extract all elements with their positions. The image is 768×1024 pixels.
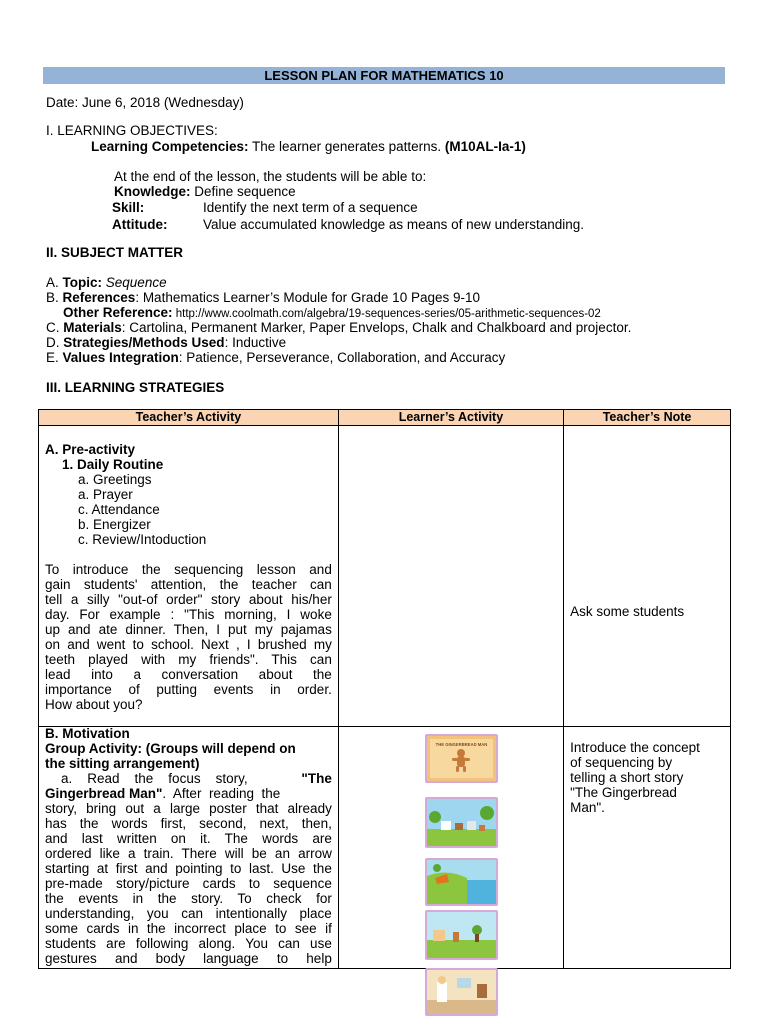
table-header-row <box>39 410 731 426</box>
values-prefix: E. <box>46 350 63 365</box>
gingerbread-title-image <box>427 736 496 781</box>
strategies-value: : Inductive <box>224 335 287 350</box>
fox-river-image <box>427 860 496 904</box>
topic-prefix: A. <box>46 275 63 290</box>
intro-paragraph-line: tell a silly "out-of order" story about his/her <box>45 592 332 607</box>
learning-competencies <box>91 139 526 154</box>
materials-label: Materials <box>63 320 122 335</box>
motivation-paragraph-line: students are following along. You can use <box>45 936 332 951</box>
ref-value: : Mathematics Learner’s Module for Grade 10 Pages 9-10 <box>135 290 480 305</box>
objective-skill <box>112 200 144 215</box>
strategies-prefix: D. <box>46 335 64 350</box>
routine-item: c. Review/Intoduction <box>78 532 207 547</box>
strategies-label: Strategies/Methods Used <box>63 335 225 350</box>
skill-label: Skill: <box>112 200 145 215</box>
intro-paragraph-line: importance of putting events in order. <box>45 682 332 697</box>
routine-item: c. Attendance <box>78 502 160 517</box>
learning-strategies-table <box>38 409 731 969</box>
group-activity-line2: the sitting arrangement) <box>45 756 200 771</box>
objectives-intro: At the end of the lesson, the students will be able to: <box>114 169 427 184</box>
knowledge-text: Define sequence <box>194 184 296 199</box>
pre-activity-heading: A. Pre-activity <box>45 442 136 457</box>
intro-paragraph-line: up and ate dinner. Then, I put my pajamas <box>45 622 332 637</box>
pre-activity-learner-cell <box>338 426 563 727</box>
table-row <box>39 727 731 969</box>
motivation-paragraph-line: ordered like a train. There will be an arrow <box>45 846 332 861</box>
village-scene-image <box>427 912 496 958</box>
materials-value: : Cartolina, Permanent Marker, Paper Envelops, Chalk and Chalkboard and projector. <box>121 320 632 335</box>
ref-label: References <box>62 290 136 305</box>
focus-story-rest: . After reading the <box>162 786 281 801</box>
story-card-chase <box>425 797 498 848</box>
routine-item: a. Prayer <box>78 487 133 502</box>
subject-topic <box>46 275 167 290</box>
competency-code: (M10AL-Ia-1) <box>444 139 526 154</box>
bakery-scene-image <box>427 970 496 1014</box>
motivation-note-line: "The Gingerbread <box>570 785 677 800</box>
knowledge-label: Knowledge: <box>114 184 191 199</box>
col-teachers-activity: Teacher’s Activity <box>39 410 339 426</box>
learning-strategies-heading: III. LEARNING STRATEGIES <box>46 380 225 395</box>
table-row <box>39 426 731 727</box>
objective-knowledge <box>114 184 296 199</box>
story-card-bakery <box>425 968 498 1016</box>
motivation-note-line: of sequencing by <box>570 755 673 770</box>
subject-values <box>46 350 505 365</box>
motivation-paragraph-line: story, bring out a large poster that already <box>45 801 332 816</box>
routine-item: b. Energizer <box>78 517 151 532</box>
attitude-text: Value accumulated knowledge as means of new understanding. <box>203 217 584 232</box>
motivation-note-cell <box>564 727 731 969</box>
intro-paragraph-line: teeth played with my friends". This can <box>45 652 332 667</box>
subject-references <box>46 290 480 305</box>
story-card-fox <box>425 858 498 906</box>
story-card-village <box>425 910 498 960</box>
competency-label: Learning Competencies: <box>91 139 249 154</box>
materials-prefix: C. <box>46 320 64 335</box>
topic-value: Sequence <box>105 275 167 290</box>
subject-strategies <box>46 335 286 350</box>
daily-routine-heading: 1. Daily Routine <box>62 457 164 472</box>
motivation-paragraph-line: has the words first, second, next, then, <box>45 816 332 831</box>
motivation-cell <box>39 727 339 969</box>
focus-story-title-part: "The <box>301 771 332 786</box>
subject-materials <box>46 320 631 335</box>
intro-paragraph-last: How about you? <box>45 697 143 712</box>
values-value: : Patience, Perseverance, Collaboration, and Accuracy <box>178 350 506 365</box>
other-ref-label: Other Reference: <box>63 305 173 320</box>
focus-story-title: Gingerbread Man" <box>45 786 163 801</box>
subject-matter-heading: II. SUBJECT MATTER <box>46 245 184 260</box>
other-ref-url: http://www.coolmath.com/algebra/19-sequences-series/05-arithmetic-sequences-02 <box>172 308 601 320</box>
motivation-paragraph-line: and last written on it. The words are <box>45 831 332 846</box>
pre-activity-note-cell <box>564 426 731 727</box>
motivation-note-line: telling a short story <box>570 770 684 785</box>
pre-activity-cell <box>39 426 339 727</box>
motivation-paragraph-line: gestures and body language to help <box>45 951 332 966</box>
lesson-date: Date: June 6, 2018 (Wednesday) <box>46 95 244 110</box>
competency-text: The learner generates patterns. <box>248 139 445 154</box>
objectives-heading-text: I. LEARNING OBJECTIVES <box>46 123 215 138</box>
intro-paragraph-line: To introduce the sequencing lesson and <box>45 562 332 577</box>
subject-other-reference <box>63 305 601 320</box>
values-label: Values Integration <box>62 350 179 365</box>
skill-text: Identify the next term of a sequence <box>203 200 418 215</box>
objectives-heading <box>46 123 218 138</box>
motivation-paragraph-line: some cards in the incorrect place to see if <box>45 921 332 936</box>
intro-paragraph-line: lead into a conversation about the <box>45 667 332 682</box>
pre-activity-note: Ask some students <box>570 604 685 619</box>
objectives-heading-colon: : <box>214 123 218 138</box>
motivation-paragraph-line: understanding, you can intentionally place <box>45 906 332 921</box>
focus-story-line <box>45 771 332 786</box>
motivation-heading: B. Motivation <box>45 726 130 741</box>
topic-label: Topic: <box>62 275 103 290</box>
focus-story-line2 <box>45 786 332 801</box>
intro-paragraph-line: on and went to school. Next , I brushed my <box>45 637 332 652</box>
intro-paragraph-line: gain students' attention, the teacher can <box>45 577 332 592</box>
focus-story-lead: a. Read the focus story, <box>61 771 248 786</box>
group-activity-line1: Group Activity: (Groups will depend on <box>45 741 296 756</box>
motivation-note-line: Introduce the concept <box>570 740 700 755</box>
story-card-title <box>425 734 498 783</box>
motivation-paragraph-line: the events in the story. To check for <box>45 891 332 906</box>
attitude-label: Attitude: <box>112 217 168 232</box>
chase-scene-image <box>427 799 496 846</box>
motivation-paragraph-line: starting at first and pointing to last. Use the <box>45 861 332 876</box>
motivation-note-line: Man". <box>570 800 605 815</box>
motivation-paragraph-line: pre-made story/picture cards to sequence <box>45 876 332 891</box>
ref-prefix: B. <box>46 290 63 305</box>
col-learners-activity: Learner’s Activity <box>338 410 563 426</box>
routine-item: a. Greetings <box>78 472 152 487</box>
intro-paragraph-line: day. For example : "This morning, I woke <box>45 607 332 622</box>
objective-attitude <box>112 217 167 232</box>
lesson-plan-title: LESSON PLAN FOR MATHEMATICS 10 <box>43 67 725 84</box>
card-title-text: THE GINGERBREAD MAN <box>435 742 488 747</box>
col-teachers-note: Teacher’s Note <box>564 410 731 426</box>
